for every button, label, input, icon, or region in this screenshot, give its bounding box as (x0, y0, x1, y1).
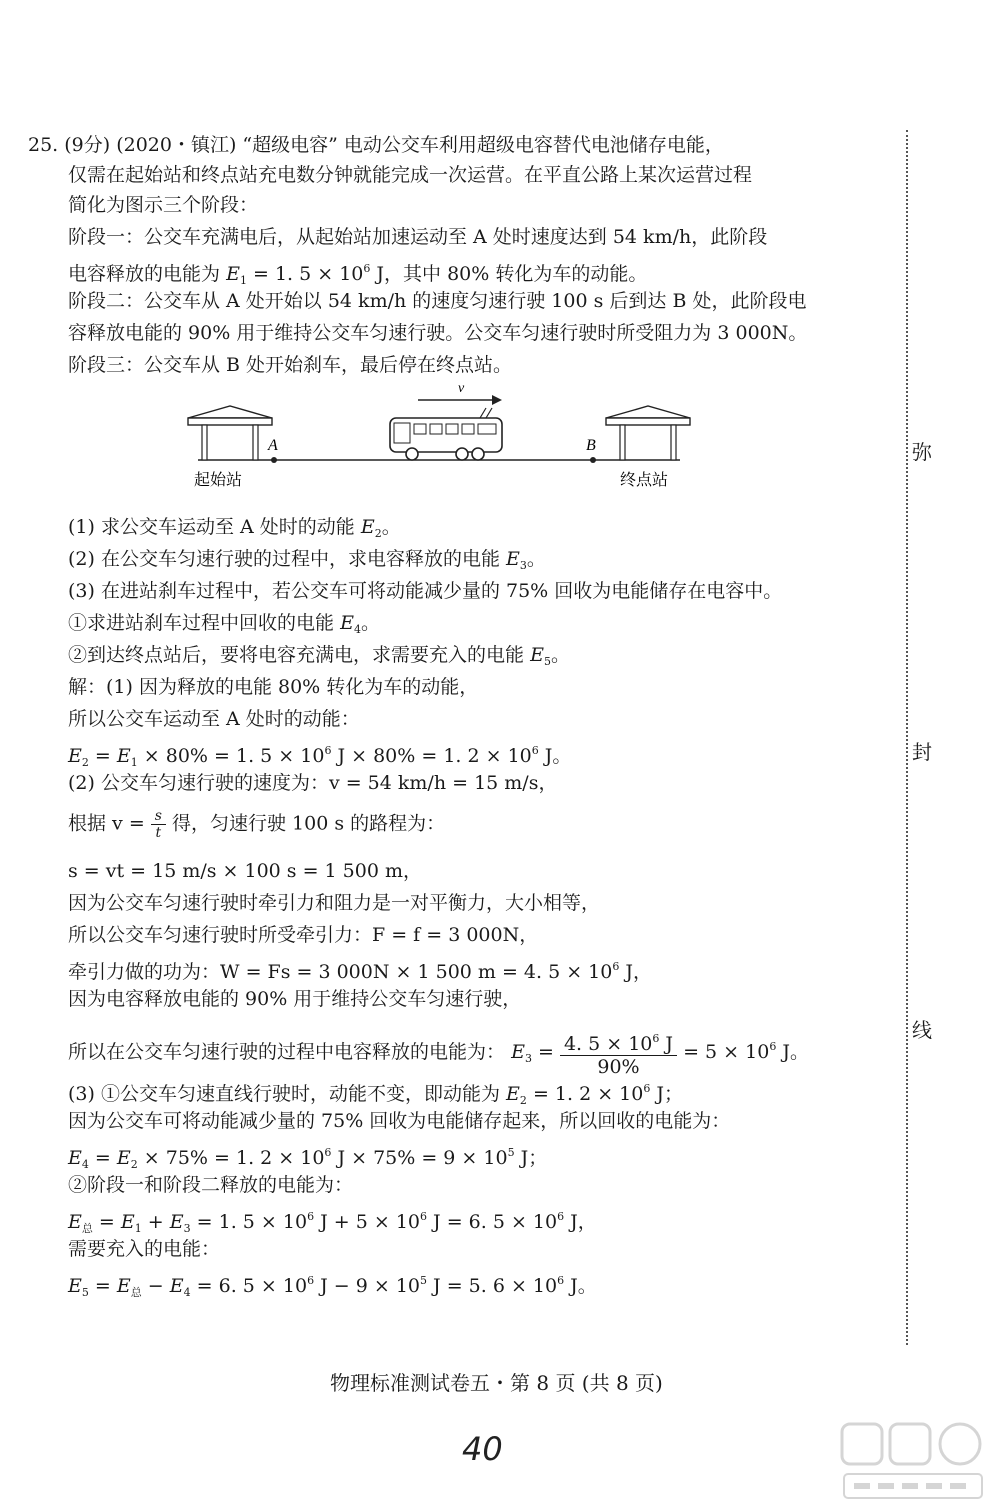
solution-line: 牵引力做的功为：W = Fs = 3 000N × 1 500 m = 4. $5 \times 10^6$ J， (68, 960, 653, 983)
label-b: B (586, 437, 596, 454)
binding-dotted-line (906, 130, 908, 1345)
point-b (590, 457, 596, 463)
solution-line: 因为电容释放电能的 90% 用于维持公交车匀速行驶， (68, 988, 522, 1010)
solution-line: 因为公交车匀速行驶时牵引力和阻力是一对平衡力，大小相等， (68, 892, 601, 914)
solution-line: 根据 v = $\frac{s}{t}$ 得，匀速行驶 100 s 的路程为： (68, 808, 446, 841)
question-header: 25. (9分) (2020・镇江) “超级电容” 电动公交车利用超级电容替代电池储存电能， (28, 134, 724, 156)
sub-question-2: (2) 在公交车匀速行驶的过程中，求电容释放的电能 $E_3$。 (68, 548, 546, 572)
sub-question-3: (3) 在进站刹车过程中，若公交车可将动能减少量的 75% 回收为电能储存在电容中。 (68, 580, 783, 602)
solution-line: $E_5 = E_总 - E_4 = 6$. $5 \times 10^6$ $J - 9 \times 10^5$ J = 5. $6 \times 10^6$ J。 (68, 1274, 597, 1299)
bus-diagram (180, 378, 700, 493)
solution-line: 需要充入的电能： (68, 1238, 221, 1260)
question-line: 仅需在起始站和终点站充电数分钟就能完成一次运营。在平直公路上某次运营过程 (68, 164, 753, 186)
end-station-shelter (606, 406, 690, 460)
solution-line: $E_4 = E_2 \times 75\% = 1$. $2 \times 10^6$ $J \times 75\% = 9 \times 10^5$ J； (68, 1146, 548, 1171)
solution-line: (3) ①公交车匀速直线行驶时，动能不变，即动能为 $E_2 = 1$. $2 \times 10^6$ J； (68, 1082, 684, 1107)
solution-line: s = vt = 15 m/s × 100 s = 1 500 m， (68, 860, 423, 882)
stage-three-line: 阶段三：公交车从 B 处开始刹车，最后停在终点站。 (68, 354, 513, 376)
label-a: A (268, 437, 278, 454)
solution-line: 因为公交车可将动能减少量的 75% 回收为电能储存起来，所以回收的电能为： (68, 1110, 731, 1132)
watermark-logo (838, 1418, 988, 1503)
handwritten-page-number: 40 (462, 1430, 503, 1468)
margin-mark-xian: 线 (912, 1018, 932, 1042)
stage-two-line: 阶段二：公交车从 A 处开始以 54 km/h 的速度匀速行驶 100 s 后到达 B 处，此阶段电 (68, 290, 807, 312)
solution-line: $E_2 = E_1 \times 80\% = 1$. $5 \times 10^6$ J × 80% = 1. $2 \times 10^6$ J。 (68, 744, 572, 769)
margin-mark-mi: 弥 (912, 440, 932, 464)
solution-line: (2) 公交车匀速行驶的速度为：v = 54 km/h = 15 m/s， (68, 772, 558, 794)
page-footer: 物理标准测试卷五・第 8 页 (共 8 页) (330, 1371, 663, 1395)
solution-line: $E_总 = E_1 + E_3 = 1$. $5 \times 10^6$ $J + 5 \times 10^6$ J = 6. $5 \times 10^6$ J， (68, 1210, 597, 1235)
stage-two-line: 容释放电能的 90% 用于维持公交车匀速行驶。公交车匀速行驶时所受阻力为 3 000N。 (68, 322, 808, 344)
solution-line: 所以公交车匀速行驶时所受牵引力：F = f = 3 000N， (68, 924, 539, 946)
start-station-shelter (188, 406, 272, 460)
solution-line: 所以公交车运动至 A 处时的动能： (68, 708, 360, 730)
solution-line: 所以在公交车匀速行驶的过程中电容释放的电能为： $E_3$ = $\frac{4. 5 \times 10^6 J}{90\%}$ = $5 \times 10^6$ J。 (68, 1028, 809, 1078)
stage-one-line: 阶段一：公交车充满电后，从起始站加速运动至 A 处时速度达到 54 km/h，此阶段 (68, 226, 768, 248)
question-line: 简化为图示三个阶段： (68, 194, 259, 216)
sub-question-3a: ①求进站刹车过程中回收的电能 $E_4$。 (68, 612, 380, 636)
point-a (271, 457, 277, 463)
bus-icon (390, 408, 502, 460)
sub-question-1: (1) 求公交车运动至 A 处时的动能 $E_2$。 (68, 516, 401, 540)
label-v: v (458, 381, 465, 396)
solution-line: ②阶段一和阶段二释放的电能为： (68, 1174, 354, 1196)
solution-line: 解：(1) 因为释放的电能 80% 转化为车的动能， (68, 676, 479, 698)
end-station-label: 终点站 (620, 470, 669, 489)
sub-question-3b: ②到达终点站后，要将电容充满电，求需要充入的电能 $E_5$。 (68, 644, 570, 668)
margin-mark-feng: 封 (912, 740, 932, 764)
stage-one-line: 电容释放的电能为 $E_1 = 1$. $5 \times 10^6$ J，其中 80% 转化为车的动能。 (68, 262, 648, 287)
start-station-label: 起始站 (194, 470, 243, 489)
